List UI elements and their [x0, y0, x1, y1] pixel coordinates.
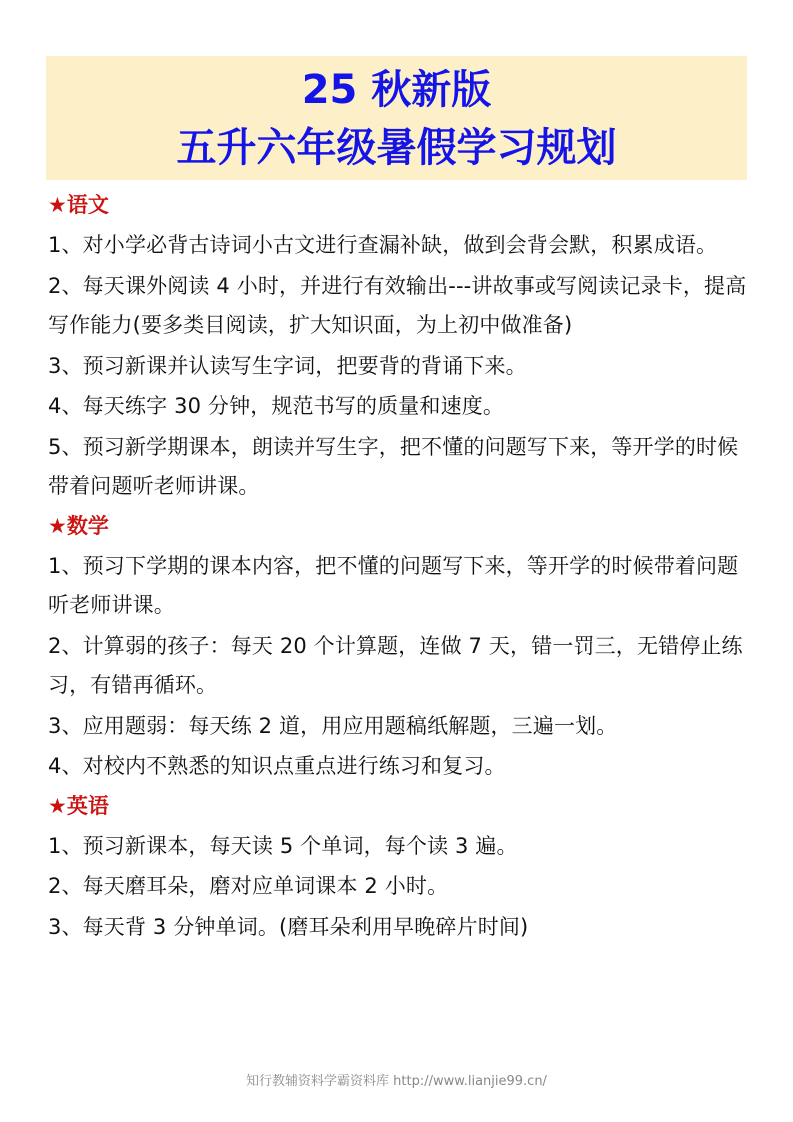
- list-item: 4、每天练字 30 分钟，规范书写的质量和速度。: [48, 394, 505, 418]
- footer-source: 知行教辅资料学霸资料库 http://www.lianjie99.cn/: [246, 1074, 547, 1089]
- list-item: 3、每天背 3 分钟单词。(磨耳朵利用早晚碎片时间): [48, 914, 529, 939]
- list-item: 5、预习新学期课本，朗读并写生字，把不懂的问题写下来，等开学的时候带着问题听老师讲课。: [48, 434, 739, 498]
- section-heading-english: ★英语: [48, 793, 109, 818]
- list-item: 1、预习新课本，每天读 5 个单词，每个读 3 遍。: [48, 833, 518, 858]
- section-english: [48, 787, 748, 948]
- list-item: 2、每天磨耳朵，磨对应单词课本 2 小时。: [48, 874, 449, 898]
- list-item: 3、预习新课并认读写生字词，把要背的背诵下来。: [48, 353, 527, 378]
- title-banner: [46, 56, 747, 180]
- list-item: 1、对小学必背古诗词小古文进行查漏补缺，做到会背会默，积累成语。: [48, 233, 718, 257]
- list-item: 3、应用题弱：每天练 2 道，用应用题稿纸解题，三遍一划。: [48, 713, 618, 738]
- section-heading-chinese: ★语文: [48, 193, 109, 217]
- title-line-2: 五升六年级暑假学习规划: [176, 125, 617, 171]
- list-item: 4、对校内不熟悉的知识点重点进行练习和复习。: [48, 754, 506, 778]
- section-math: [48, 507, 748, 787]
- plan-content: [48, 186, 748, 947]
- list-item: 1、预习下学期的课本内容，把不懂的问题写下来，等开学的时候带着问题听老师讲课。: [48, 553, 739, 617]
- section-chinese: [48, 186, 748, 507]
- list-item: 2、计算弱的孩子：每天 20 个计算题，连做 7 天，错一罚三，无错停止练习，有错再循环。: [48, 633, 743, 697]
- title-line-1: 25 秋新版: [301, 67, 492, 113]
- list-item: 2、每天课外阅读 4 小时，并进行有效输出---讲故事或写阅读记录卡，提高写作能力(要多类目阅读，扩大知识面，为上初中做准备): [48, 273, 747, 337]
- section-heading-math: ★数学: [48, 513, 109, 538]
